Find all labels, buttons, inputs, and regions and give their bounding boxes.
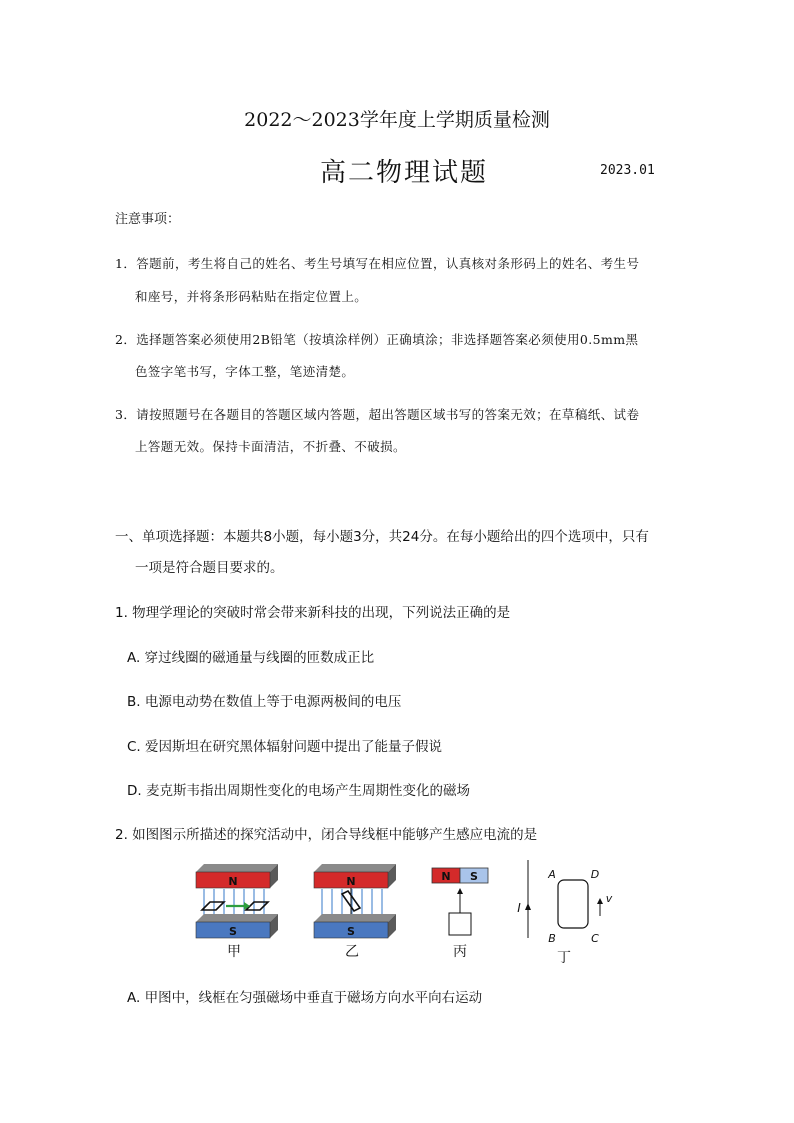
caption-yi: 乙	[345, 944, 359, 960]
bar-magnet-n-label: N	[441, 870, 451, 883]
velocity-arrow-head	[597, 898, 603, 904]
note-2-line-2: 色签字笔书写，字体工整，笔迹清楚。	[135, 364, 355, 379]
question-1-stem: 1. 物理学理论的突破时常会带来新科技的出现，下列说法正确的是	[115, 605, 511, 621]
caption-bing: 丙	[453, 944, 467, 960]
section-1-line-2: 一项是符合题目要求的。	[135, 560, 284, 576]
question-2-stem: 2. 如图图示所描述的探究活动中，闭合导线框中能够产生感应电流的是	[115, 827, 538, 843]
magnet-n-top-face	[314, 864, 396, 872]
question-1-option-a: A. 穿过线圈的磁通量与线圈的匝数成正比	[127, 650, 375, 666]
magnet-s-top-face	[196, 914, 278, 922]
magnet-s-label: S	[229, 925, 237, 938]
motion-arrow-head	[457, 888, 463, 894]
figure-yi	[314, 864, 396, 960]
question-2-option-a: A. 甲图中，线框在匀强磁场中垂直于磁场方向水平向右运动	[127, 990, 483, 1006]
magnet-s-label: S	[347, 925, 355, 938]
section-1-line-1: 一、单项选择题：本题共8小题，每小题3分，共24分。在每小题给出的四个选项中，只有	[115, 529, 649, 545]
caption-jia: 甲	[227, 944, 241, 960]
magnet-n-label: N	[228, 875, 238, 888]
current-arrow-head	[525, 903, 531, 910]
magnet-n-top-face	[196, 864, 278, 872]
rectangular-coil	[558, 880, 588, 928]
bar-magnet-s-label: S	[470, 870, 478, 883]
magnet-n-label: N	[346, 875, 356, 888]
exam-date: 2023.01	[600, 163, 655, 178]
wire-frame-left	[202, 902, 224, 910]
figure-ding	[517, 860, 613, 966]
note-3-line-1: 3．请按照题号在各题目的答题区域内答题，超出答题区域书写的答案无效；在草稿纸、试卷	[115, 407, 640, 422]
figure-jia	[196, 864, 278, 960]
note-3-line-2: 上答题无效。保持卡面清洁，不折叠、不破损。	[135, 439, 406, 454]
question-1-option-d: D. 麦克斯韦指出周期性变化的电场产生周期性变化的磁场	[127, 783, 470, 799]
caption-ding: 丁	[557, 950, 571, 966]
question-1-option-c: C. 爱因斯坦在研究黑体辐射问题中提出了能量子假说	[127, 739, 443, 755]
corner-label-d: D	[590, 868, 600, 881]
field-lines-yi	[322, 889, 382, 916]
note-1-line-1: 1．答题前，考生将自己的姓名、考生号填写在相应位置，认真核对条形码上的姓名、考生号	[115, 256, 640, 271]
exam-title: 2022～2023学年度上学期质量检测	[244, 109, 550, 131]
magnet-s-top-face	[314, 914, 396, 922]
note-2-line-1: 2．选择题答案必须使用2B铅笔（按填涂样例）正确填涂；非选择题答案必须使用0.5mm黑	[115, 332, 639, 347]
corner-label-b: B	[548, 932, 556, 945]
question-1-option-b: B. 电源电动势在数值上等于电源两极间的电压	[127, 694, 402, 710]
note-1-line-2: 和座号，并将条形码粘贴在指定位置上。	[135, 289, 368, 304]
wire-frame	[449, 913, 471, 935]
subject-title: 高二物理试题	[320, 158, 489, 188]
figure-bing	[432, 868, 488, 960]
velocity-label: v	[605, 892, 613, 905]
corner-label-c: C	[591, 932, 599, 945]
current-label: I	[517, 901, 521, 915]
corner-label-a: A	[548, 868, 556, 881]
notes-heading: 注意事项：	[115, 212, 181, 227]
question-2-figure	[190, 858, 620, 970]
